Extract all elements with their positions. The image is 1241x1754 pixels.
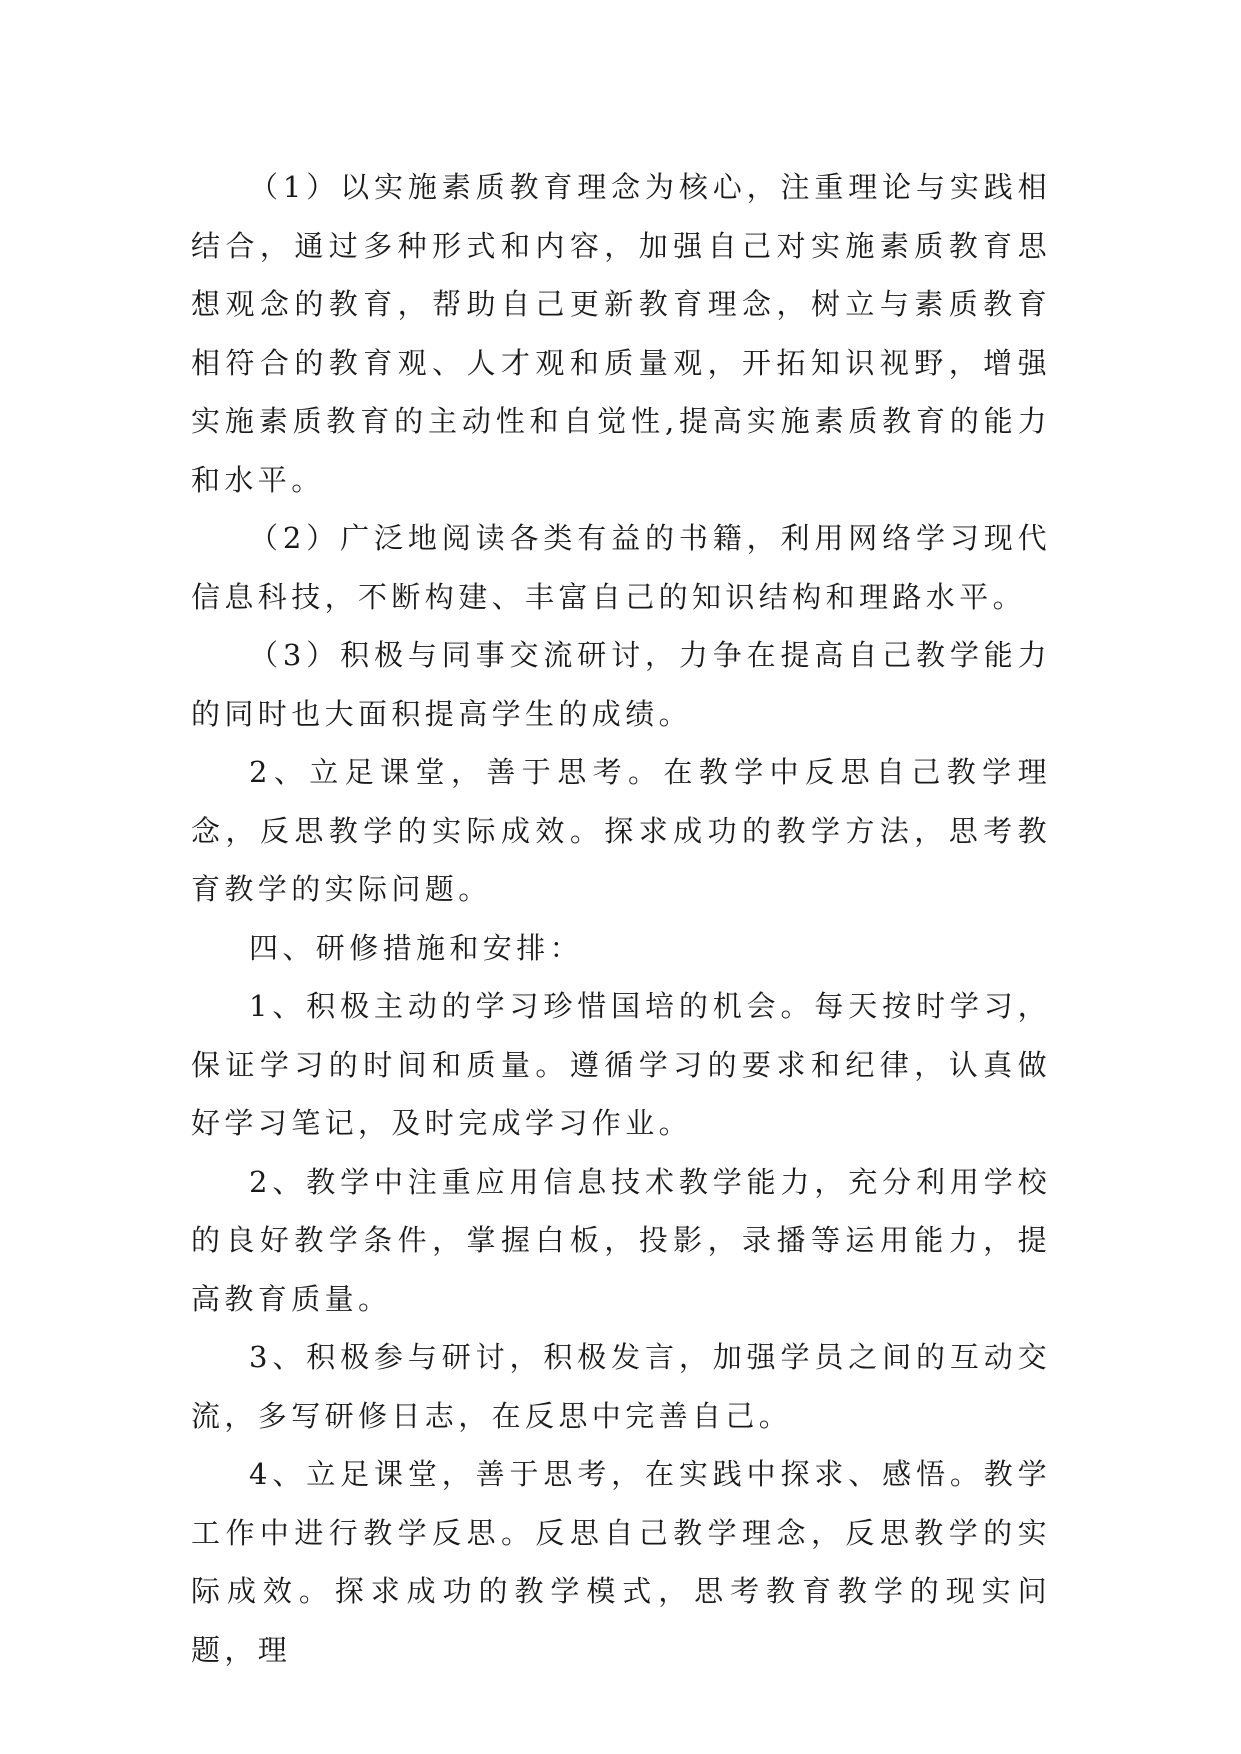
paragraph-measure-3: 3、积极参与研讨，积极发言，加强学员之间的互动交流，多写研修日志，在反思中完善自己。 xyxy=(191,1340,1051,1433)
paragraph-implementation-concept: （1）以实施素质教育理念为核心，注重理论与实践相结合，通过多种形式和内容，加强自己对实施素质教育思想观念的教育，帮助自己更新教育理念，树立与素质教育相符合的教育观、人才观和质量观，开拓知识视野，增强实施素质教育的主动性和自觉性,提高实施素质教育的能力和水平。 xyxy=(191,170,1051,497)
paragraph-measure-1: 1、积极主动的学习珍惜国培的机会。每天按时学习，保证学习的时间和质量。遵循学习的要求和纪律，认真做好学习笔记，及时完成学习作业。 xyxy=(191,989,1051,1140)
paragraph-measure-4: 4、立足课堂，善于思考，在实践中探求、感悟。教学工作中进行教学反思。反思自己教学理念，反思教学的实际成效。探求成功的教学模式，思考教育教学的现实问题，理 xyxy=(191,1457,1051,1667)
paragraph-reading-books: （2）广泛地阅读各类有益的书籍，利用网络学习现代信息科技，不断构建、丰富自己的知识结构和理路水平。 xyxy=(191,521,1051,614)
section-heading-measures: 四、研修措施和安排： xyxy=(249,930,584,965)
paragraph-colleague-exchange: （3）积极与同事交流研讨，力争在提高自己教学能力的同时也大面积提高学生的成绩。 xyxy=(191,638,1051,731)
document-body xyxy=(191,158,1051,1679)
paragraph-classroom-reflection: 2、立足课堂，善于思考。在教学中反思自己教学理念，反思教学的实际成效。探求成功的教学方法，思考教育教学的实际问题。 xyxy=(191,755,1051,906)
paragraph-measure-2: 2、教学中注重应用信息技术教学能力，充分利用学校的良好教学条件，掌握白板，投影，录播等运用能力，提高教育质量。 xyxy=(191,1164,1051,1316)
